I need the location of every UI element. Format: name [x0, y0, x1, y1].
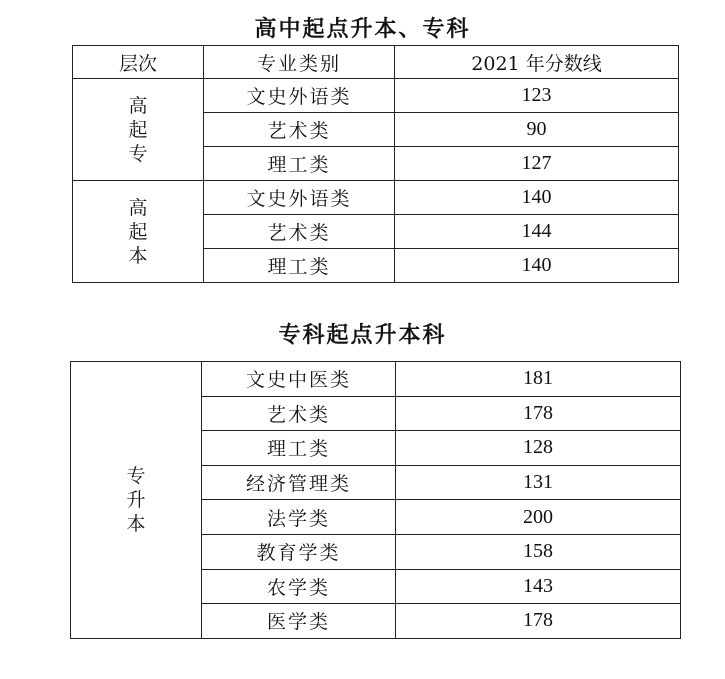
score-cell: 140	[395, 181, 679, 215]
level-cell	[71, 362, 202, 639]
category-cell: 艺术类	[204, 113, 395, 147]
score-cell: 200	[396, 500, 681, 535]
category-cell: 理工类	[204, 147, 395, 181]
category-cell: 农学类	[202, 569, 396, 604]
category-cell: 文史中医类	[202, 362, 396, 397]
category-cell: 教育学类	[202, 534, 396, 569]
category-cell: 文史外语类	[204, 79, 395, 113]
score-cell: 128	[396, 431, 681, 466]
table-row	[73, 79, 679, 113]
category-cell: 经济管理类	[202, 465, 396, 500]
level-cell	[73, 181, 204, 283]
admission-scores-table-2	[70, 361, 681, 639]
score-cell: 178	[396, 604, 681, 639]
score-cell: 143	[396, 569, 681, 604]
level-label: 专升本	[126, 464, 146, 535]
category-cell: 法学类	[202, 500, 396, 535]
score-cell: 90	[395, 113, 679, 147]
admission-scores-table-1	[72, 45, 679, 283]
header-category: 专业类别	[204, 46, 395, 79]
score-cell: 127	[395, 147, 679, 181]
category-cell: 医学类	[202, 604, 396, 639]
score-cell: 123	[395, 79, 679, 113]
category-cell: 文史外语类	[204, 181, 395, 215]
level-cell	[73, 79, 204, 181]
category-cell: 艺术类	[204, 215, 395, 249]
header-score: 2021 年分数线	[395, 46, 679, 79]
score-cell: 140	[395, 249, 679, 283]
score-cell: 181	[396, 362, 681, 397]
section2-title: 专科起点升本科	[278, 322, 447, 348]
category-cell: 理工类	[202, 431, 396, 466]
table-row	[71, 362, 681, 397]
section1-title: 高中起点升本、专科	[254, 16, 471, 42]
table-header-row	[73, 46, 679, 79]
header-level: 层次	[73, 46, 204, 79]
score-cell: 178	[396, 396, 681, 431]
level-label: 高起专	[128, 94, 148, 165]
score-cell: 158	[396, 534, 681, 569]
score-cell: 131	[396, 465, 681, 500]
category-cell: 艺术类	[202, 396, 396, 431]
table-row	[73, 181, 679, 215]
category-cell: 理工类	[204, 249, 395, 283]
level-label: 高起本	[128, 196, 148, 267]
score-cell: 144	[395, 215, 679, 249]
